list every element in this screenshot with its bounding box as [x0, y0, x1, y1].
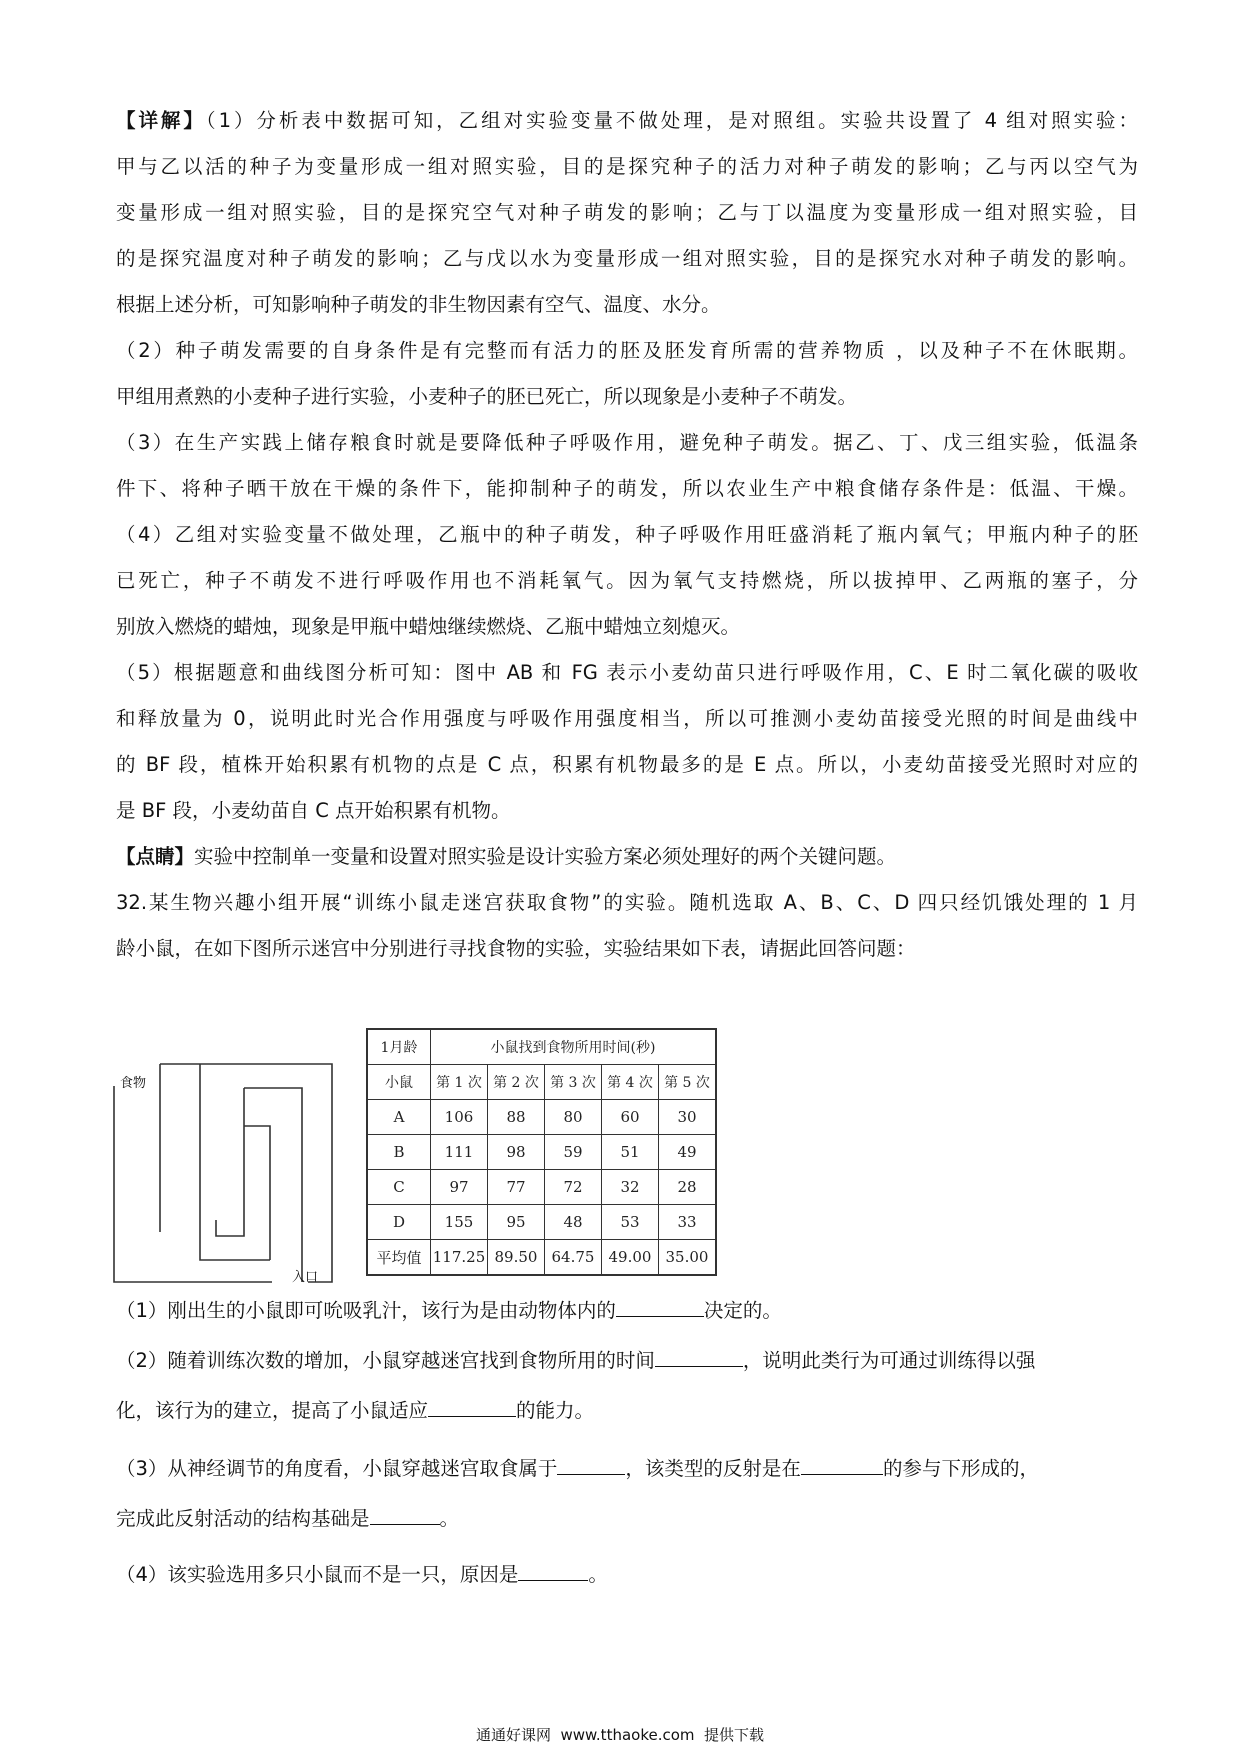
page-footer: 通通好课网 www.tthaoke.com 提供下载 [475, 1726, 765, 1744]
table-cell: 97 [431, 1170, 488, 1205]
table-row [367, 1240, 716, 1276]
question-2-cont: 化，该行为的建立，提高了小鼠适应 的能力。 [116, 1388, 1138, 1446]
table-cell: 117.25 [431, 1240, 488, 1276]
text-line: 已死亡，种子不萌发不进行呼吸作用也不消耗氧气。因为氧气支持燃烧，所以拔掉甲、乙两瓶的塞子，分 [116, 569, 1138, 592]
table-subheader-row [367, 1065, 716, 1100]
food-label: 食物 [120, 1076, 147, 1091]
column-header: 第 3 次 [545, 1065, 602, 1100]
table-cell: 48 [545, 1205, 602, 1240]
question-3: （3）从神经调节的角度看，小鼠穿越迷宫取食属于 ，该类型的反射是在 的参与下形成的， [116, 1446, 1138, 1496]
text-line: 是 BF 段，小麦幼苗自 C 点开始积累有机物。 [116, 799, 511, 822]
answer-blank[interactable] [655, 1346, 743, 1367]
table-cell: 59 [545, 1135, 602, 1170]
table-cell: 64.75 [545, 1240, 602, 1276]
table-row [367, 1135, 716, 1170]
text-line: 件下、将种子晒干放在干燥的条件下，能抑制种子的萌发，所以农业生产中粮食储存条件是：低温、干燥。 [116, 477, 1138, 500]
header-group-cell: 小鼠找到食物所用时间(秒) [431, 1029, 717, 1065]
table-cell: 98 [488, 1135, 545, 1170]
question-3-cont: 完成此反射活动的结构基础是 。 [116, 1496, 1138, 1552]
table-cell: 95 [488, 1205, 545, 1240]
row-label: B [367, 1135, 431, 1170]
table-cell: 49 [659, 1135, 717, 1170]
text-line: 别放入燃烧的蜡烛，现象是甲瓶中蜡烛继续燃烧、乙瓶中蜡烛立刻熄灭。 [116, 615, 741, 638]
text-line: 甲与乙以活的种子为变量形成一组对照实验，目的是探究种子的活力对种子萌发的影响；乙与丙以空气为 [116, 155, 1138, 178]
table-row [367, 1100, 716, 1135]
table-cell: 28 [659, 1170, 717, 1205]
table-cell: 80 [545, 1100, 602, 1135]
results-table [366, 1028, 717, 1276]
column-header: 第 1 次 [431, 1065, 488, 1100]
row-label: A [367, 1100, 431, 1135]
question-2: （2）随着训练次数的增加，小鼠穿越迷宫找到食物所用的时间 ，说明此类行为可通过训练得以强 [116, 1338, 1138, 1388]
table-header-row [367, 1029, 716, 1065]
detail-label: 【详解】 [116, 109, 206, 132]
explanation-block [116, 98, 1138, 972]
table-cell: 77 [488, 1170, 545, 1205]
table-cell: 49.00 [602, 1240, 659, 1276]
maze-figure [112, 1060, 334, 1284]
table-cell: 155 [431, 1205, 488, 1240]
table-cell: 35.00 [659, 1240, 717, 1276]
table-row [367, 1205, 716, 1240]
table-cell: 88 [488, 1100, 545, 1135]
column-header: 第 2 次 [488, 1065, 545, 1100]
table-cell: 111 [431, 1135, 488, 1170]
table-cell: 30 [659, 1100, 717, 1135]
column-header: 第 5 次 [659, 1065, 717, 1100]
answer-blank[interactable] [801, 1454, 883, 1475]
answer-blank[interactable] [518, 1560, 588, 1581]
table-row [367, 1170, 716, 1205]
row-label: D [367, 1205, 431, 1240]
maze-drawing [112, 1060, 334, 1284]
question-1: （1）刚出生的小鼠即可吮吸乳汁，该行为是由动物体内的 决定的。 [116, 1288, 1138, 1338]
row-label: C [367, 1170, 431, 1205]
question-32-stem: 32.某生物兴趣小组开展“训练小鼠走迷宫获取食物”的实验。随机选取 A、B、C、D 四只经饥饿处理的 1 月 [116, 891, 1138, 914]
questions-block [116, 1288, 1138, 1602]
text-line: 变量形成一组对照实验，目的是探究空气对种子萌发的影响；乙与丁以温度为变量形成一组对照实验，目 [116, 201, 1138, 224]
text-line: （3）在生产实践上储存粮食时就是要降低种子呼吸作用，避免种子萌发。据乙、丁、戊三组实验，低温条 [116, 431, 1138, 454]
table-cell: 33 [659, 1205, 717, 1240]
tip-label: 【点睛】 [116, 845, 195, 868]
question-32-stem: 龄小鼠，在如下图所示迷宫中分别进行寻找食物的实验，实验结果如下表，请据此回答问题： [116, 937, 916, 960]
text-line: （5）根据题意和曲线图分析可知：图中 AB 和 FG 表示小麦幼苗只进行呼吸作用，C、E 时二氧化碳的吸收 [116, 661, 1138, 684]
text-line: 【详解】（1）分析表中数据可知，乙组对实验变量不做处理，是对照组。实验共设置了 4 组对照实验： [116, 109, 1138, 132]
text-line: （2）种子萌发需要的自身条件是有完整而有活力的胚及胚发育所需的营养物质 ，以及种子不在休眠期。 [116, 339, 1138, 362]
entrance-label: 入口 [292, 1270, 319, 1285]
text-line: 根据上述分析，可知影响种子萌发的非生物因素有空气、温度、水分。 [116, 293, 721, 316]
text-line: 和释放量为 0，说明此时光合作用强度与呼吸作用强度相当，所以可推测小麦幼苗接受光照的时间是曲线中 [116, 707, 1138, 730]
text-line: 甲组用煮熟的小麦种子进行实验，小麦种子的胚已死亡，所以现象是小麦种子不萌发。 [116, 385, 858, 408]
answer-blank[interactable] [428, 1396, 516, 1417]
text-line: 的是探究温度对种子萌发的影响；乙与戊以水为变量形成一组对照实验，目的是探究水对种子萌发的影响。 [116, 247, 1138, 270]
column-header: 第 4 次 [602, 1065, 659, 1100]
header-cell: 1月龄 [367, 1029, 431, 1065]
table-cell: 32 [602, 1170, 659, 1205]
question-4: （4）该实验选用多只小鼠而不是一只，原因是 。 [116, 1552, 1138, 1602]
answer-blank[interactable] [557, 1454, 625, 1475]
table-cell: 72 [545, 1170, 602, 1205]
table-cell: 106 [431, 1100, 488, 1135]
table-cell: 60 [602, 1100, 659, 1135]
text-line: 的 BF 段，植株开始积累有机物的点是 C 点，积累有机物最多的是 E 点。所以，小麦幼苗接受光照时对应的 [116, 753, 1138, 776]
answer-blank[interactable] [370, 1504, 440, 1525]
table-cell: 89.50 [488, 1240, 545, 1276]
header-cell: 小鼠 [367, 1065, 431, 1100]
table-cell: 53 [602, 1205, 659, 1240]
answer-blank[interactable] [616, 1296, 704, 1317]
row-label: 平均值 [367, 1240, 431, 1276]
text-line: 【点睛】实验中控制单一变量和设置对照实验是设计实验方案必须处理好的两个关键问题。 [116, 845, 897, 868]
table-cell: 51 [602, 1135, 659, 1170]
text-line: （4）乙组对实验变量不做处理，乙瓶中的种子萌发，种子呼吸作用旺盛消耗了瓶内氧气；甲瓶内种子的胚 [116, 523, 1138, 546]
